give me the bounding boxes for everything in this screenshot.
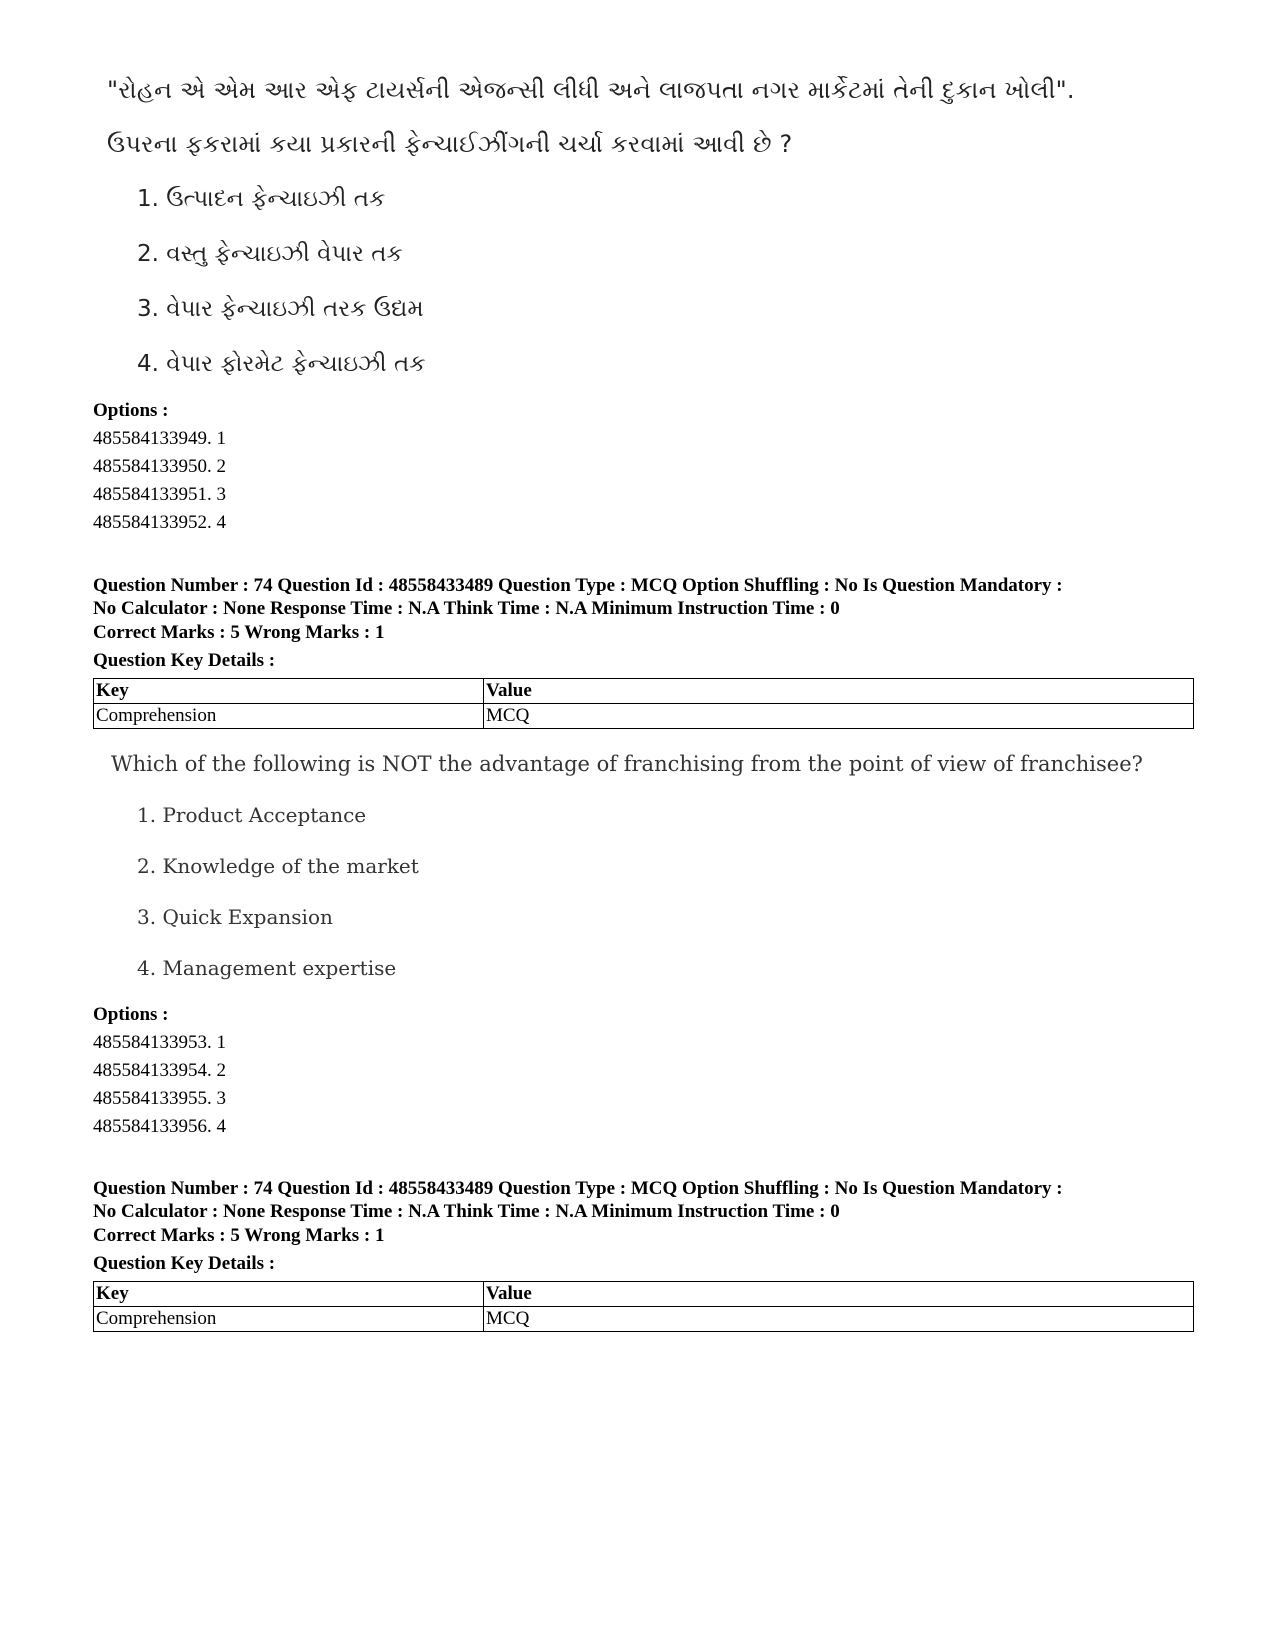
marks-line: Correct Marks : 5 Wrong Marks : 1 [93, 1225, 385, 1246]
question-meta [93, 574, 1193, 620]
question-meta-line-1: Question Number : 74 Question Id : 48558433489 Question Type : MCQ Option Shuffling : No Is Question Mandatory : [93, 1178, 1063, 1199]
option-id-3: 485584133955. 3 [93, 1088, 226, 1109]
question-stem: Which of the following is NOT the advantage of franchising from the point of view of franchisee? [111, 752, 1143, 776]
question-meta-line-2: No Calculator : None Response Time : N.A Think Time : N.A Minimum Instruction Time : 0 [93, 598, 840, 619]
key-details-table [93, 678, 1194, 729]
question-meta-line-1: Question Number : 74 Question Id : 48558433489 Question Type : MCQ Option Shuffling : No Is Question Mandatory : [93, 575, 1063, 596]
answer-choice-4: 4. Management expertise [137, 956, 397, 980]
answer-choice-3: 3. Quick Expansion [137, 905, 333, 929]
table-cell-key: Comprehension [94, 1307, 484, 1332]
table-header-value: Value [484, 1282, 1194, 1307]
table-header-key: Key [94, 679, 484, 704]
table-row [94, 704, 1194, 729]
option-id-1: 485584133953. 1 [93, 1032, 226, 1053]
question-stem-line-1: "રોહન એ એમ આર એફ ટાયર્સની એજન્સી લીધી અને લાજપતા નગર માર્કેટમાં તેની દુકાન ખોલી". [107, 76, 1075, 104]
answer-choice-2: 2. Knowledge of the market [137, 854, 419, 878]
marks-line: Correct Marks : 5 Wrong Marks : 1 [93, 622, 385, 643]
answer-choice-1: 1. Product Acceptance [137, 803, 367, 827]
key-details-label: Question Key Details : [93, 1253, 276, 1274]
question-meta-line-2: No Calculator : None Response Time : N.A Think Time : N.A Minimum Instruction Time : 0 [93, 1201, 840, 1222]
table-header-value: Value [484, 679, 1194, 704]
option-id-2: 485584133950. 2 [93, 456, 226, 477]
answer-choice-2: 2. વસ્તુ ફેન્ચાઇઝી વેપાર તક [137, 241, 403, 267]
table-row [94, 1307, 1194, 1332]
key-details-label: Question Key Details : [93, 650, 276, 671]
question-stem-line-2: ઉપરના ફકરામાં કયા પ્રકારની ફેન્ચાઈઝીંગની ચર્ચા કરવામાં આવી છે ? [107, 130, 793, 158]
answer-choice-3: 3. વેપાર ફેન્ચાઇઝી તરક ઉદ્યમ [137, 296, 424, 322]
table-cell-value: MCQ [484, 704, 1194, 729]
option-id-3: 485584133951. 3 [93, 484, 226, 505]
question-meta [93, 1177, 1193, 1223]
table-header-row [94, 679, 1194, 704]
option-id-4: 485584133956. 4 [93, 1116, 226, 1137]
option-id-1: 485584133949. 1 [93, 428, 226, 449]
answer-choice-1: 1. ઉત્પાદન ફેન્ચાઇઝી તક [137, 186, 386, 212]
option-id-2: 485584133954. 2 [93, 1060, 226, 1081]
key-details-table [93, 1281, 1194, 1332]
option-id-4: 485584133952. 4 [93, 512, 226, 533]
options-label: Options : [93, 1004, 169, 1025]
options-label: Options : [93, 400, 169, 421]
table-header-key: Key [94, 1282, 484, 1307]
answer-choice-4: 4. વેપાર ફોરમેટ ફેન્ચાઇઝી તક [137, 351, 426, 377]
table-header-row [94, 1282, 1194, 1307]
table-cell-key: Comprehension [94, 704, 484, 729]
table-cell-value: MCQ [484, 1307, 1194, 1332]
